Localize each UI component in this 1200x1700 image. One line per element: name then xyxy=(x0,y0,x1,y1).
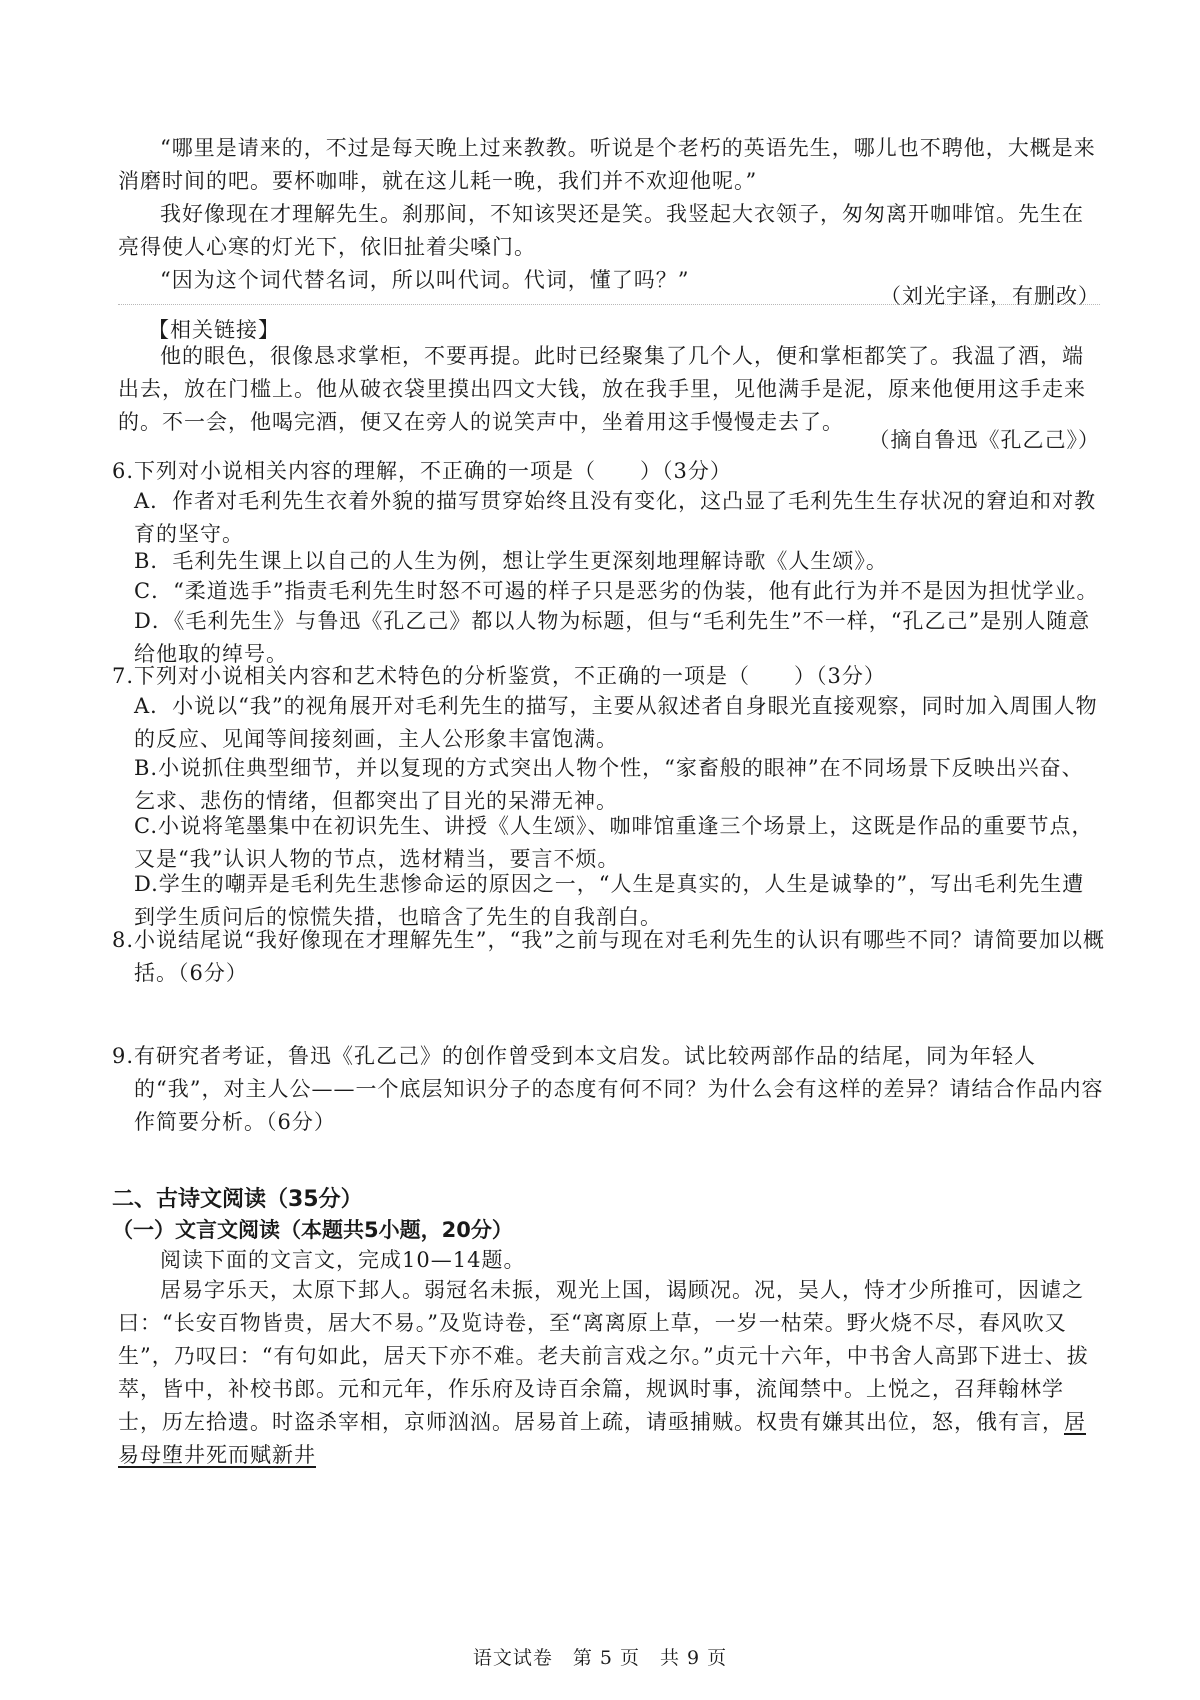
question-6-option-c: C．“柔道选手”指责毛利先生时怒不可遏的样子只是恶劣的伪装，他有此行为并不是因为担忧学业。 xyxy=(134,579,1099,603)
classical-passage-underlined: 居易母堕井死而赋新井 xyxy=(118,1410,1086,1467)
section-2-instruction: 阅读下面的文言文，完成10—14题。 xyxy=(160,1248,526,1272)
question-7-option-d: D.学生的嘲弄是毛利先生悲惨命运的原因之一，“人生是真实的，人生是诚挚的”，写出毛利先生遭到学生质问后的惊慌失措，也暗含了先生的自我剖白。 xyxy=(134,872,1085,929)
question-6-stem: 6.下列对小说相关内容的理解，不正确的一项是（ ）（3分） xyxy=(112,459,732,483)
question-7-stem: 7.下列对小说相关内容和艺术特色的分析鉴赏，不正确的一项是（ ）（3分） xyxy=(112,664,886,688)
classical-passage xyxy=(118,1274,1100,1472)
question-6-option-a: A．作者对毛利先生衣着外貌的描写贯穿始终且没有变化，这凸显了毛利先生生存状况的窘迫和对教育的坚守。 xyxy=(134,489,1097,546)
question-7-option-a: A．小说以“我”的视角展开对毛利先生的描写，主要从叙述者自身眼光直接观察，同时加入周围人物的反应、见闻等间接刻画，主人公形象丰富饱满。 xyxy=(134,694,1098,751)
passage-paragraph-1: “哪里是请来的，不过是每天晚上过来教教。听说是个老朽的英语先生，哪儿也不聘他，大概是来消磨时间的吧。要杯咖啡，就在这儿耗一晚，我们并不欢迎他呢。” xyxy=(118,136,1096,193)
section-2-title: 二、古诗文阅读（35分） xyxy=(112,1187,363,1212)
question-7-option-b: B.小说抓住典型细节，并以复现的方式突出人物个性，“家畜般的眼神”在不同场景下反映出兴奋、乞求、悲伤的情绪，但都突出了目光的呆滞无神。 xyxy=(134,756,1084,813)
page-footer: 语文试卷 第 5 页 共 9 页 xyxy=(472,1647,728,1669)
related-link-text: 他的眼色，很像恳求掌柜，不要再提。此时已经聚集了几个人，便和掌柜都笑了。我温了酒，端出去，放在门槛上。他从破衣袋里摸出四文大钱，放在我手里，见他满手是泥，原来他便用这手走来的。不一会，他喝完酒，便又在旁人的说笑声中，坐着用这手慢慢走去了。 xyxy=(118,344,1086,434)
question-7-option-c: C.小说将笔墨集中在初识先生、讲授《人生颂》、咖啡馆重逢三个场景上，这既是作品的重要节点，又是“我”认识人物的节点，选材精当，要言不烦。 xyxy=(134,814,1094,871)
related-link-source: （摘自鲁迅《孔乙己》） xyxy=(868,428,1100,452)
passage-paragraph-3: “因为这个词代替名词，所以叫代词。代词，懂了吗？” xyxy=(160,268,690,292)
question-6-option-d: D．《毛利先生》与鲁迅《孔乙己》都以人物为标题，但与“毛利先生”不一样，“孔乙己”是别人随意给他取的绰号。 xyxy=(134,609,1091,666)
section-2-subtitle: （一）文言文阅读（本题共5小题，20分） xyxy=(112,1218,513,1242)
related-link-title: 【相关链接】 xyxy=(148,318,280,342)
classical-passage-text: 居易字乐天，太原下邽人。弱冠名未振，观光上国，谒顾况。况，吴人，恃才少所推可，因谑之曰：“长安百物皆贵，居大不易。”及览诗卷，至“离离原上草，一岁一枯荣。野火烧不尽，春风吹又生”，乃叹曰：“有句如此，居天下亦不难。老夫前言戏之尔。”贞元十六年，中书舍人高郢下进士、拔萃，皆中，补校书郎。元和元年，作乐府及诗百余篇，规讽时事，流闻禁中。上悦之，召拜翰林学士，历左拾遗。时盗杀宰相，京师汹汹。居易首上疏，请亟捕贼。权贵有嫌其出位，怒，俄有言， xyxy=(118,1278,1089,1434)
passage-source: （刘光宇译，有删改） xyxy=(880,284,1100,308)
passage-paragraph-2: 我好像现在才理解先生。刹那间，不知该哭还是笑。我竖起大衣领子，匆匆离开咖啡馆。先生在亮得使人心寒的灯光下，依旧扯着尖嗓门。 xyxy=(118,202,1084,259)
question-6-option-b: B．毛利先生课上以自己的人生为例，想让学生更深刻地理解诗歌《人生颂》。 xyxy=(134,549,888,573)
question-8: 8.小说结尾说“我好像现在才理解先生”，“我”之前与现在对毛利先生的认识有哪些不同？请简要加以概括。（6分） xyxy=(112,928,1105,985)
question-9: 9.有研究者考证，鲁迅《孔乙己》的创作曾受到本文启发。试比较两部作品的结尾，同为年轻人的“我”，对主人公——一个底层知识分子的态度有何不同？为什么会有这样的差异？请结合作品内容作简要分析。（6分） xyxy=(112,1044,1104,1134)
